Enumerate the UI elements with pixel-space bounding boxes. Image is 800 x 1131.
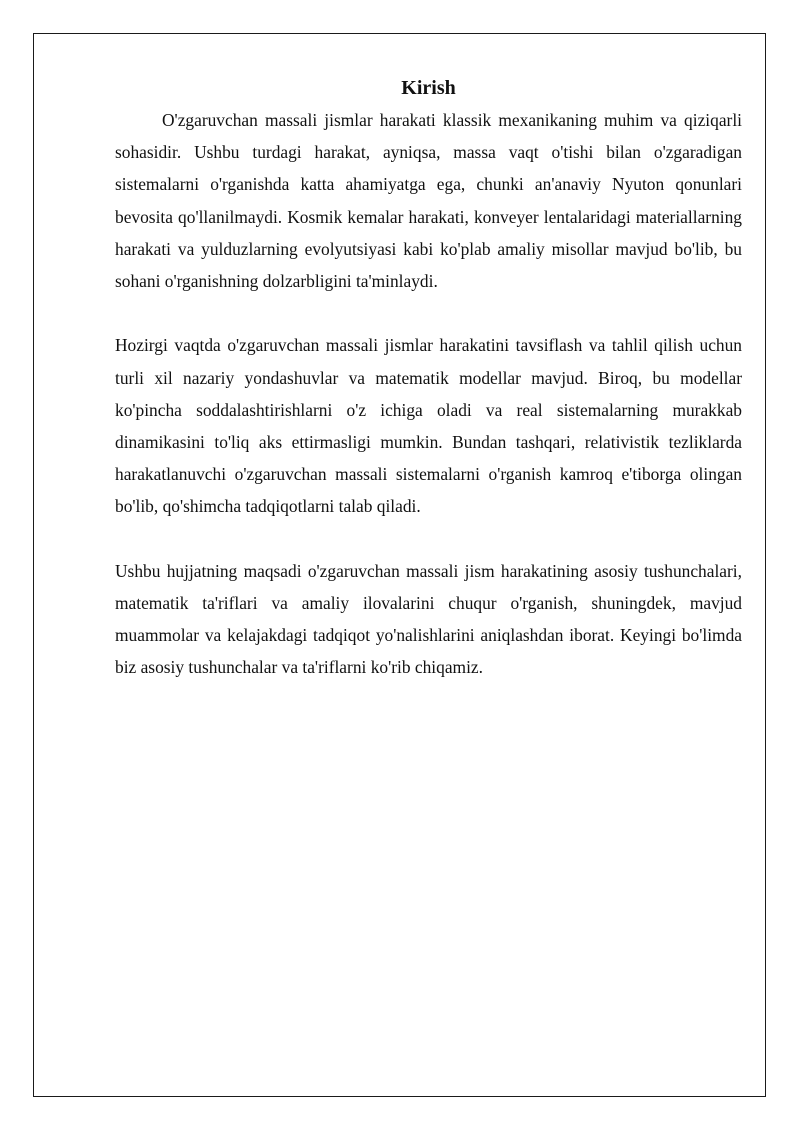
paragraph-intro: O'zgaruvchan massali jismlar harakati klassik mexanikaning muhim va qiziqarli sohasidir. Ushbu turdagi harakat, ayniqsa, massa vaqt o'tishi bilan o'zgaradigan sistemalarni o'rganishda katta ahamiyatga ega, chunki an'anaviy Nyuton qonunlari bevosita qo'llanilmaydi. Kosmik kemalar harakati, konveyer lentalaridagi materiallarning harakati va yulduzlarning evolyutsiyasi kabi ko'plab amaliy misollar mavjud bo'lib, bu sohani o'rganishning dolzarbligini ta'minlaydi.	[115, 110, 742, 292]
document-body	[115, 72, 742, 716]
paragraph-goal: Ushbu hujjatning maqsadi o'zgaruvchan massali jism harakatining asosiy tushunchalari, matematik ta'riflari va amaliy ilovalarini chuqur o'rganish, shuningdek, mavjud muammolar va kelajakdagi tadqiqot yo'nalishlarini aniqlashdan iborat. Keyingi bo'limda biz asosiy tushunchalar va ta'riflarni ko'rib chiqamiz.	[115, 560, 742, 678]
paragraph-current-state: Hozirgi vaqtda o'zgaruvchan massali jismlar harakatini tavsiflash va tahlil qilish uchun turli xil nazariy yondashuvlar va matematik modellar mavjud. Biroq, bu modellar ko'pincha soddalashtirishlarni o'z ichiga oladi va real sistemalarning murakkab dinamikasini to'liq aks ettirmasligi mumkin. Bundan tashqari, relativistik tezliklarda harakatlanuvchi o'zgaruvchan massali sistemalarni o'rganish kamroq e'tiborga olingan bo'lib, qo'shimcha tadqiqotlarni talab qiladi.	[115, 335, 742, 517]
section-title: Kirish	[401, 77, 456, 99]
